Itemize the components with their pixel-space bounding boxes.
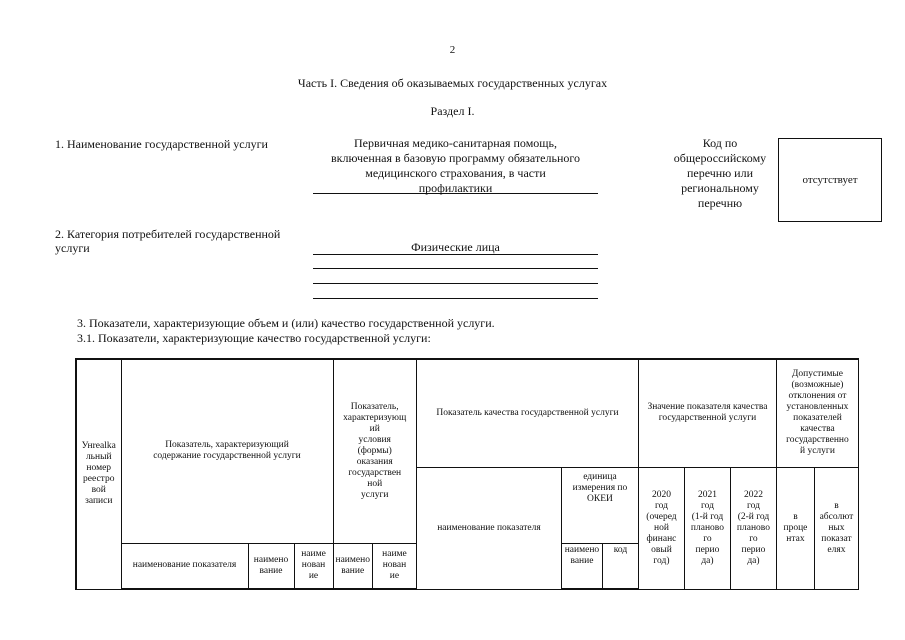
- header-line: реестро: [83, 474, 115, 485]
- header-line: планово: [690, 522, 724, 533]
- year-2020-header: [638, 467, 684, 589]
- header-line: вой: [91, 485, 106, 496]
- header-line: финанс: [646, 533, 677, 544]
- consumer-category-label-line: 2. Категория потребителей государственной: [55, 227, 281, 241]
- header-line: перио: [695, 544, 720, 555]
- header-line: год: [654, 500, 668, 511]
- section-3-heading: 3. Показатели, характеризующие объем и (или) качество государственной услуги.: [77, 316, 495, 330]
- header-line: наимено: [253, 554, 289, 565]
- code-label-line: перечню: [697, 196, 743, 210]
- header-line: Допустимые: [791, 369, 844, 380]
- header-line: абсолют: [819, 511, 854, 522]
- header-line: (2-й год: [737, 511, 770, 522]
- service-name-line: профилактики: [418, 181, 493, 195]
- header-line: государствен: [348, 467, 402, 478]
- header-line: услуги: [361, 489, 389, 500]
- consumer-category-label-line: услуги: [55, 241, 90, 255]
- header-line: 2022: [743, 489, 763, 500]
- header-line: наимено: [335, 554, 370, 565]
- section-3-1-heading: 3.1. Показатели, характеризующие качество государственной услуги:: [77, 331, 431, 345]
- blank-line: [313, 283, 598, 284]
- section-title: Раздел I.: [430, 104, 475, 118]
- unit-header: [561, 467, 638, 543]
- header-line: ий: [369, 423, 380, 434]
- header-line: установленных: [786, 402, 849, 413]
- header-line: (возможные): [791, 380, 844, 391]
- header-line: нтах: [786, 533, 805, 544]
- service-name-line: медицинского страхования, в части: [365, 166, 546, 180]
- header-line: вание: [570, 555, 594, 566]
- header-line: перио: [741, 544, 766, 555]
- header-line: нован: [382, 560, 407, 571]
- header-line: год): [653, 555, 670, 566]
- header-line: го: [703, 533, 712, 544]
- content-indicator-naim-subheader: [248, 543, 294, 589]
- header-line: показат: [821, 533, 852, 544]
- header-line: да): [747, 555, 760, 566]
- header-text: Показатель, характеризующий содержание государственной услуги: [153, 440, 301, 462]
- service-name-line: включенная в базовую программу обязательного: [330, 151, 581, 165]
- quality-indicator-header: Показатель качества государственной услуги: [416, 359, 638, 467]
- header-line: ие: [389, 571, 400, 582]
- header-line: в: [793, 511, 798, 522]
- header-line: ие: [308, 571, 319, 582]
- part-title: Часть I. Сведения об оказываемых государственных услугах: [297, 76, 608, 90]
- year-2021-header: [684, 467, 730, 589]
- header-line: (очеред: [646, 511, 677, 522]
- header-line: льный: [85, 452, 112, 463]
- header-line: качества: [800, 424, 835, 435]
- header-line: номер: [86, 463, 112, 474]
- code-label-line: общероссийскому: [673, 151, 767, 165]
- consumer-category-underline: [313, 254, 598, 255]
- year-2022-header: [730, 467, 776, 589]
- header-line: 2020: [651, 489, 671, 500]
- absolute-header: [814, 467, 858, 589]
- conditions-naim-subheader: [372, 543, 416, 589]
- header-line: измерения по: [572, 482, 628, 493]
- header-line: оказания: [356, 456, 393, 467]
- header-line: елях: [827, 544, 846, 555]
- code-value-box: [778, 138, 882, 222]
- header-line: й услуги: [800, 446, 835, 457]
- code-value: отсутствует: [802, 174, 858, 186]
- percent-header: [776, 467, 814, 589]
- content-indicator-naim-subheader: [294, 543, 333, 589]
- header-line: единица: [583, 471, 617, 482]
- header-line: в: [834, 500, 839, 511]
- service-name-underline: [313, 193, 598, 194]
- header-line: го: [749, 533, 758, 544]
- service-name-label: 1. Наименование государственной услуги: [55, 137, 268, 151]
- service-name-line: Первичная медико-санитарная помощь,: [353, 136, 557, 150]
- header-line: ОКЕИ: [587, 493, 613, 504]
- value-header: [638, 359, 776, 467]
- unit-name-subheader: [561, 543, 602, 589]
- header-line: год: [700, 500, 714, 511]
- header-line: наиме: [382, 549, 407, 560]
- header-line: ной: [367, 478, 383, 489]
- code-label-line: перечню или: [686, 166, 754, 180]
- code-label: [655, 136, 785, 211]
- content-indicator-header: [121, 359, 333, 543]
- header-line: Показатель,: [350, 401, 399, 412]
- header-line: ных: [828, 522, 845, 533]
- header-line: показателей: [793, 413, 842, 424]
- header-line: овый: [651, 544, 672, 555]
- header-line: нован: [301, 560, 326, 571]
- unique-number-header: [76, 359, 121, 589]
- code-label-line: Код по: [702, 136, 738, 150]
- header-line: наимено: [564, 544, 600, 555]
- consumer-category-label: [55, 227, 305, 255]
- header-line: проце: [783, 522, 808, 533]
- header-line: государственно: [786, 435, 849, 446]
- header-line: Унrealkа: [81, 441, 116, 452]
- header-line: да): [701, 555, 714, 566]
- header-line: вание: [341, 565, 365, 576]
- header-line: записи: [85, 496, 113, 507]
- header-line: (формы): [357, 445, 392, 456]
- blank-line: [313, 268, 598, 269]
- header-text: Значение показателя качества государственной услуги: [647, 402, 768, 424]
- header-line: планово: [736, 522, 770, 533]
- code-label-line: региональному: [681, 181, 759, 195]
- quality-indicators-table: [75, 358, 859, 590]
- header-line: отклонения от: [788, 391, 847, 402]
- header-line: 2021: [697, 489, 717, 500]
- unit-code-subheader: код: [602, 543, 638, 589]
- blank-line: [313, 298, 598, 299]
- deviation-header: [776, 359, 858, 467]
- conditions-indicator-header: [333, 359, 416, 543]
- page-number: 2: [449, 44, 456, 56]
- header-line: год: [746, 500, 760, 511]
- header-line: (1-й год: [691, 511, 724, 522]
- conditions-naim-subheader: [333, 543, 372, 589]
- consumer-category-value: Физические лица: [411, 240, 500, 254]
- header-line: наиме: [301, 549, 326, 560]
- service-name-value: [313, 136, 598, 196]
- header-line: вание: [259, 565, 283, 576]
- indicator-name-header: наименование показателя: [416, 467, 561, 589]
- content-indicator-name-subheader: наименование показателя: [121, 543, 248, 589]
- header-line: ной: [653, 522, 669, 533]
- header-line: условия: [358, 434, 391, 445]
- header-line: характеризующ: [343, 412, 407, 423]
